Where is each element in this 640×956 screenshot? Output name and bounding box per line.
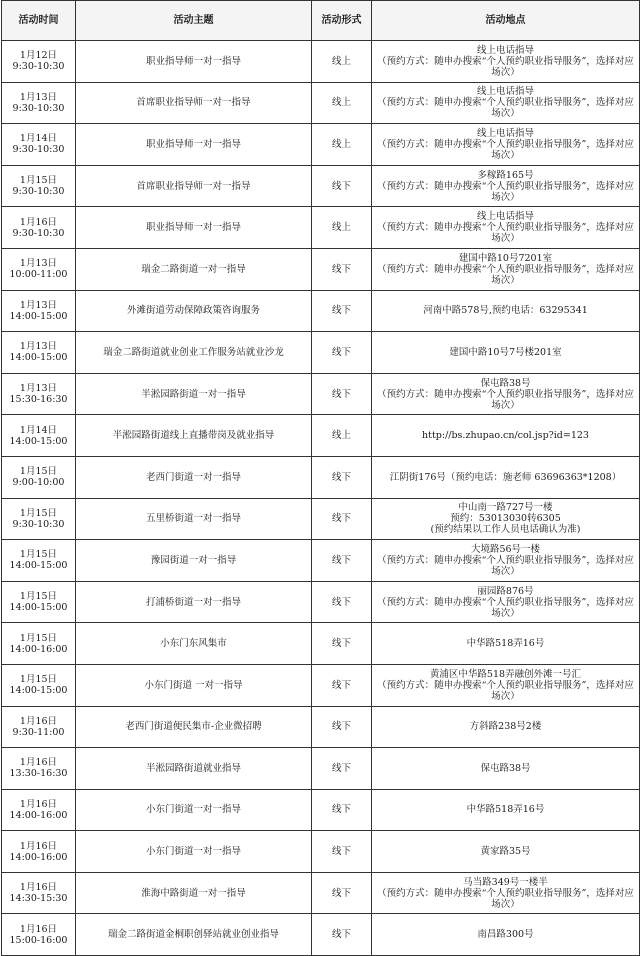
cell-location	[372, 581, 640, 623]
table-row	[2, 124, 640, 166]
cell-location	[372, 664, 640, 706]
location-line: 中华路518弄16号	[466, 638, 545, 650]
cell-format: 线下	[312, 623, 372, 665]
date-text: 1月16日	[19, 798, 58, 810]
cell-location	[372, 623, 640, 665]
table-row	[2, 456, 640, 498]
cell-topic: 首席职业指导师一对一指导	[76, 165, 312, 207]
cell-format: 线下	[312, 248, 372, 290]
cell-topic: 小东门街道 一对一指导	[76, 664, 312, 706]
time-range-text: 9:30-10:30	[12, 144, 65, 156]
location-line: 中山南一路727号一楼	[458, 502, 553, 514]
table-row	[2, 623, 640, 665]
date-text: 1月15日	[19, 466, 58, 478]
cell-time	[2, 831, 76, 873]
time-range-text: 14:00-16:00	[9, 643, 68, 655]
cell-topic: 首席职业指导师一对一指导	[76, 82, 312, 124]
location-line: 保屯路38号	[480, 762, 531, 774]
location-line: 马当路349号一楼半	[463, 876, 548, 888]
cell-format: 线上	[312, 124, 372, 166]
cell-time	[2, 872, 76, 914]
cell-format: 线上	[312, 415, 372, 457]
cell-time	[2, 165, 76, 207]
time-range-text: 15:30-16:30	[9, 394, 68, 406]
header-row	[2, 1, 640, 41]
location-line: 线上电话指导	[476, 44, 534, 56]
cell-topic: 瑞金二路街道一对一指导	[76, 248, 312, 290]
location-line: 线上电话指导	[476, 86, 534, 98]
cell-topic: 小东门街道一对一指导	[76, 831, 312, 873]
table-row	[2, 415, 640, 457]
cell-location	[372, 706, 640, 748]
cell-location	[372, 831, 640, 873]
time-range-text: 9:30-10:30	[12, 102, 65, 114]
cell-topic: 瑞金二路街道金桐职创驿站就业创业指导	[76, 914, 312, 956]
cell-topic: 半淞园路街道一对一指导	[76, 373, 312, 415]
cell-format: 线下	[312, 456, 372, 498]
table-body	[2, 41, 640, 956]
date-text: 1月16日	[19, 715, 58, 727]
activity-schedule-table	[1, 0, 640, 956]
cell-time	[2, 373, 76, 415]
header-topic: 活动主题	[76, 1, 312, 41]
date-text: 1月15日	[19, 507, 58, 519]
date-text: 1月14日	[19, 133, 58, 145]
cell-location	[372, 124, 640, 166]
cell-topic: 老西门街道便民集市-企业微招聘	[76, 706, 312, 748]
cell-location	[372, 914, 640, 956]
location-line: 黄家路35号	[480, 846, 531, 858]
time-range-text: 13:30-16:30	[9, 768, 68, 780]
cell-topic: 瑞金二路街道就业创业工作服务站就业沙龙	[76, 332, 312, 374]
header-format: 活动形式	[312, 1, 372, 41]
table-row	[2, 706, 640, 748]
cell-location	[372, 332, 640, 374]
time-range-text: 14:30-15:30	[9, 893, 68, 905]
cell-topic: 半淞园路街道线上直播带岗及就业指导	[76, 415, 312, 457]
cell-time	[2, 623, 76, 665]
table-row	[2, 540, 640, 582]
date-text: 1月13日	[19, 91, 58, 103]
date-text: 1月15日	[19, 674, 58, 686]
location-line: （预约方式：随申办搜索“个人预约职业指导服务”，选择对应场次）	[377, 263, 634, 286]
cell-topic: 职业指导师一对一指导	[76, 207, 312, 249]
time-range-text: 9:00-10:00	[12, 477, 65, 489]
time-range-text: 10:00-11:00	[9, 269, 68, 281]
table-row	[2, 831, 640, 873]
cell-time	[2, 748, 76, 790]
cell-topic: 老西门街道一对一指导	[76, 456, 312, 498]
location-line: （预约方式：随申办搜索“个人预约职业指导服务”，选择对应场次）	[377, 180, 634, 203]
table-row	[2, 748, 640, 790]
date-text: 1月13日	[19, 341, 58, 353]
header-time: 活动时间	[2, 1, 76, 41]
table-row	[2, 332, 640, 374]
date-text: 1月16日	[19, 882, 58, 894]
location-line: 方斜路238号2楼	[469, 721, 542, 733]
table-row	[2, 207, 640, 249]
table-row	[2, 373, 640, 415]
cell-time	[2, 456, 76, 498]
location-line: http://bs.zhupao.cn/col.jsp?id=123	[422, 430, 589, 442]
location-line: 江阴街176号（预约电话：施老师 63696363*1208）	[389, 471, 622, 483]
location-line: （预约方式：随申办搜索“个人预约职业指导服务”，选择对应场次）	[377, 554, 634, 577]
table-row	[2, 41, 640, 83]
time-range-text: 14:00-16:00	[9, 809, 68, 821]
cell-topic: 小东门东风集市	[76, 623, 312, 665]
location-line: 丽园路876号	[477, 585, 534, 597]
cell-location	[372, 789, 640, 831]
table-row	[2, 664, 640, 706]
cell-time	[2, 207, 76, 249]
cell-format: 线下	[312, 373, 372, 415]
date-text: 1月16日	[19, 757, 58, 769]
cell-format: 线下	[312, 831, 372, 873]
date-text: 1月13日	[19, 299, 58, 311]
table-row	[2, 789, 640, 831]
cell-time	[2, 498, 76, 540]
cell-format: 线下	[312, 290, 372, 332]
cell-format: 线上	[312, 207, 372, 249]
time-range-text: 9:30-10:30	[12, 227, 65, 239]
location-line: （预约方式：随申办搜索“个人预约职业指导服务”，选择对应场次）	[377, 138, 634, 161]
cell-time	[2, 41, 76, 83]
location-line: 大境路56号一楼	[470, 543, 541, 555]
cell-time	[2, 664, 76, 706]
date-text: 1月15日	[19, 549, 58, 561]
time-range-text: 14:00-15:00	[9, 685, 68, 697]
location-line: （预约方式：随申办搜索“个人预约职业指导服务”，选择对应场次）	[377, 887, 634, 910]
location-line: （预约方式：随申办搜索“个人预约职业指导服务”，选择对应场次）	[377, 222, 634, 245]
table-header	[2, 1, 640, 41]
date-text: 1月15日	[19, 591, 58, 603]
cell-topic: 职业指导师一对一指导	[76, 124, 312, 166]
cell-time	[2, 82, 76, 124]
cell-location	[372, 373, 640, 415]
time-range-text: 14:00-15:00	[9, 435, 68, 447]
location-line: 多稼路165号	[477, 169, 534, 181]
time-range-text: 14:00-15:00	[9, 602, 68, 614]
cell-format: 线下	[312, 540, 372, 582]
cell-topic: 半淞园路街道就业指导	[76, 748, 312, 790]
time-range-text: 9:30-10:30	[12, 61, 65, 73]
cell-format: 线下	[312, 872, 372, 914]
time-range-text: 14:00-15:00	[9, 560, 68, 572]
location-line: （预约方式：随申办搜索“个人预约职业指导服务”，选择对应场次）	[377, 97, 634, 120]
cell-format: 线下	[312, 498, 372, 540]
cell-topic: 淮海中路街道一对一指导	[76, 872, 312, 914]
date-text: 1月14日	[19, 424, 58, 436]
date-text: 1月12日	[19, 50, 58, 62]
cell-format: 线下	[312, 789, 372, 831]
date-text: 1月13日	[19, 383, 58, 395]
cell-time	[2, 540, 76, 582]
cell-time	[2, 332, 76, 374]
cell-topic: 职业指导师一对一指导	[76, 41, 312, 83]
cell-format: 线下	[312, 748, 372, 790]
cell-topic: 豫园街道一对一指导	[76, 540, 312, 582]
cell-time	[2, 706, 76, 748]
cell-time	[2, 789, 76, 831]
date-text: 1月15日	[19, 632, 58, 644]
table-row	[2, 914, 640, 956]
table-row	[2, 581, 640, 623]
location-line: 建国中路10号7201室	[458, 252, 553, 264]
table-row	[2, 872, 640, 914]
location-line: 线上电话指导	[476, 127, 534, 139]
location-line: 南昌路300号	[477, 929, 534, 941]
location-line: （预约方式：随申办搜索“个人预约职业指导服务”，选择对应场次）	[377, 596, 634, 619]
cell-format: 线下	[312, 165, 372, 207]
date-text: 1月16日	[19, 923, 58, 935]
location-line: 建国中路10号7号楼201室	[449, 346, 562, 358]
cell-topic: 小东门街道一对一指导	[76, 789, 312, 831]
cell-location	[372, 498, 640, 540]
table-row	[2, 82, 640, 124]
location-line: (预约结果以工作人员电话确认为准)	[430, 524, 581, 536]
cell-location	[372, 290, 640, 332]
cell-location	[372, 415, 640, 457]
cell-location	[372, 41, 640, 83]
cell-location	[372, 748, 640, 790]
time-range-text: 9:30-10:30	[12, 518, 65, 530]
cell-location	[372, 456, 640, 498]
location-line: 保屯路38号	[480, 377, 531, 389]
location-line: （预约方式：随申办搜索“个人预约职业指导服务”，选择对应场次）	[377, 388, 634, 411]
cell-format: 线下	[312, 332, 372, 374]
cell-topic: 打浦桥街道一对一指导	[76, 581, 312, 623]
time-range-text: 15:00-16:00	[9, 934, 68, 946]
cell-format: 线上	[312, 82, 372, 124]
cell-location	[372, 165, 640, 207]
cell-time	[2, 415, 76, 457]
location-line: （预约方式：随申办搜索“个人预约职业指导服务”，选择对应场次）	[377, 679, 634, 702]
time-range-text: 14:00-16:00	[9, 851, 68, 863]
header-location: 活动地点	[372, 1, 640, 41]
cell-location	[372, 207, 640, 249]
cell-format: 线下	[312, 914, 372, 956]
cell-time	[2, 581, 76, 623]
time-range-text: 14:00-15:00	[9, 352, 68, 364]
date-text: 1月16日	[19, 840, 58, 852]
table-row	[2, 248, 640, 290]
time-range-text: 14:00-15:00	[9, 310, 68, 322]
cell-time	[2, 248, 76, 290]
cell-location	[372, 872, 640, 914]
cell-time	[2, 124, 76, 166]
cell-format: 线下	[312, 664, 372, 706]
location-line: 预约：53013030转6305	[450, 513, 561, 525]
time-range-text: 9:30-11:00	[12, 726, 65, 738]
cell-location	[372, 540, 640, 582]
cell-format: 线下	[312, 581, 372, 623]
cell-topic: 五里桥街道一对一指导	[76, 498, 312, 540]
cell-format: 线上	[312, 41, 372, 83]
cell-location	[372, 82, 640, 124]
location-line: （预约方式：随申办搜索“个人预约职业指导服务”，选择对应场次）	[377, 55, 634, 78]
table-row	[2, 290, 640, 332]
cell-format: 线下	[312, 706, 372, 748]
cell-topic: 外滩街道劳动保障政策咨询服务	[76, 290, 312, 332]
table-row	[2, 498, 640, 540]
table-row	[2, 165, 640, 207]
date-text: 1月13日	[19, 258, 58, 270]
location-line: 线上电话指导	[476, 211, 534, 223]
time-range-text: 9:30-10:30	[12, 186, 65, 198]
date-text: 1月15日	[19, 175, 58, 187]
cell-time	[2, 914, 76, 956]
location-line: 中华路518弄16号	[466, 804, 545, 816]
cell-time	[2, 290, 76, 332]
cell-location	[372, 248, 640, 290]
date-text: 1月16日	[19, 216, 58, 228]
location-line: 河南中路578号,预约电话：63295341	[423, 305, 588, 317]
location-line: 黄浦区中华路518弄融创外滩一号汇	[429, 668, 582, 680]
